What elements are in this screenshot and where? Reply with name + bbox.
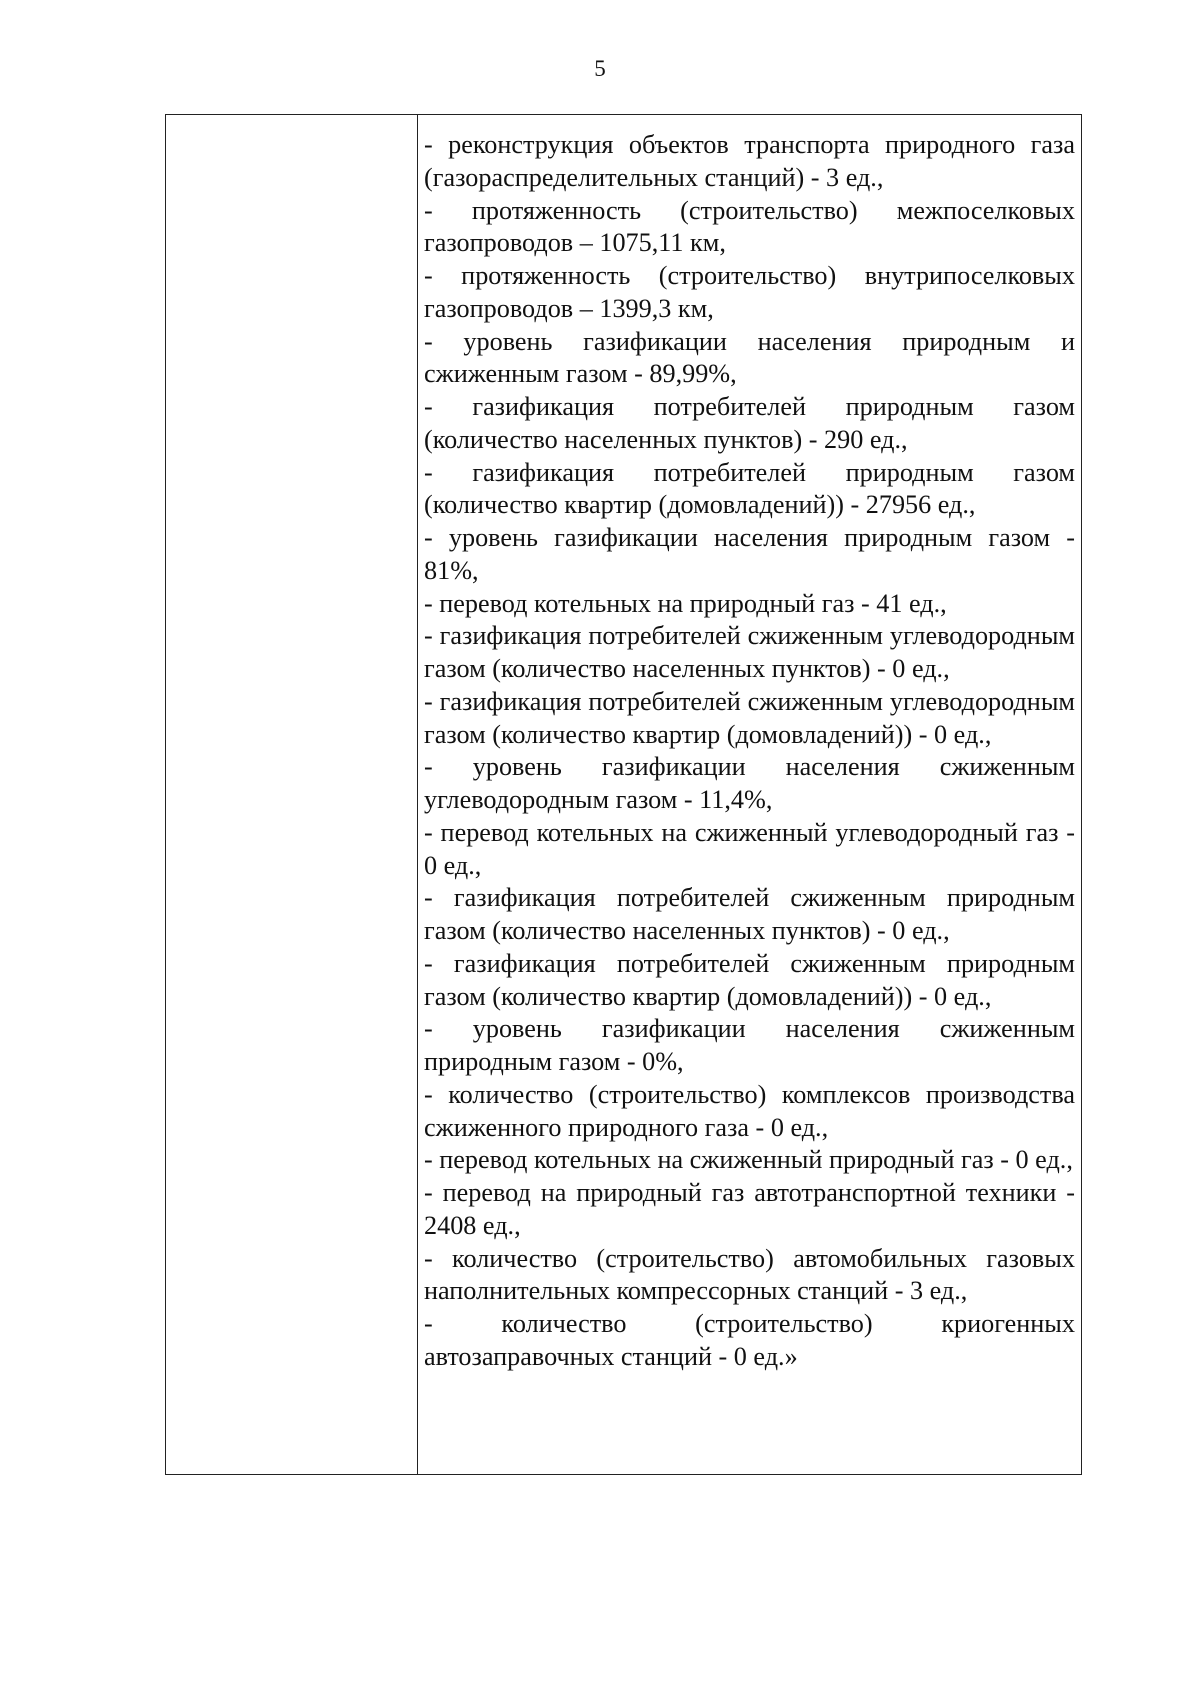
- table-left-cell: [166, 115, 418, 1474]
- list-item: - уровень газификации населения природным и сжиженным газом - 89,99%,: [424, 326, 1075, 389]
- list-item: - перевод на природный газ автотранспортной техники - 2408 ед.,: [424, 1178, 1075, 1240]
- list-item: - уровень газификации населения сжиженным природным газом - 0%,: [424, 1014, 1075, 1076]
- list-item: - количество (строительство) криогенных автозаправочных станций - 0 ед.»: [424, 1309, 1075, 1371]
- list-item: - уровень газификации населения природным газом - 81%,: [424, 523, 1075, 585]
- list-item: - перевод котельных на сжиженный углеводородный газ - 0 ед.,: [424, 817, 1075, 880]
- page-number: 5: [594, 56, 606, 81]
- list-item: - реконструкция объектов транспорта природного газа (газораспределительных станций) - 3 ед.,: [424, 130, 1075, 192]
- indicators-table: [165, 114, 1082, 1475]
- list-item: - перевод котельных на сжиженный природный газ - 0 ед.,: [424, 1145, 1073, 1175]
- list-item: - количество (строительство) комплексов производства сжиженного природного газа - 0 ед.,: [424, 1079, 1075, 1142]
- table-right-cell: [418, 115, 1081, 1474]
- list-item: - газификация потребителей сжиженным природным газом (количество населенных пунктов) - 0 ед.,: [424, 883, 1075, 945]
- list-item: - газификация потребителей сжиженным углеводородным газом (количество населенных пунктов) - 0 ед.,: [424, 621, 1075, 683]
- list-item: - газификация потребителей природным газом (количество населенных пунктов) - 290 ед.,: [424, 392, 1075, 454]
- list-item: - протяженность (строительство) межпоселковых газопроводов – 1075,11 км,: [424, 195, 1075, 258]
- list-item: - перевод котельных на природный газ - 41 ед.,: [424, 588, 947, 618]
- list-item: - газификация потребителей сжиженным углеводородным газом (количество квартир (домовладений)) - 0 ед.,: [424, 686, 1075, 749]
- list-item: - протяженность (строительство) внутрипоселковых газопроводов – 1399,3 км,: [424, 261, 1075, 323]
- list-item: - газификация потребителей сжиженным природным газом (количество квартир (домовладений)) - 0 ед.,: [424, 948, 1075, 1011]
- list-item: - газификация потребителей природным газом (количество квартир (домовладений)) - 27956 ед.,: [424, 457, 1075, 520]
- list-item: - количество (строительство) автомобильных газовых наполнительных компрессорных станций - 3 ед.,: [424, 1243, 1075, 1306]
- list-item: - уровень газификации населения сжиженным углеводородным газом - 11,4%,: [424, 752, 1075, 814]
